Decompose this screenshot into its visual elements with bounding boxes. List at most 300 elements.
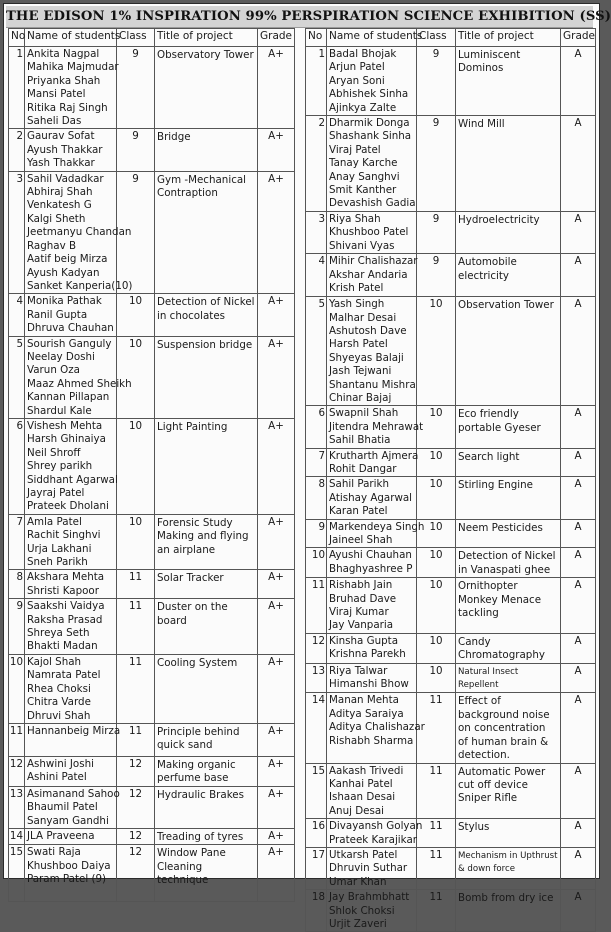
table-row (306, 890, 596, 932)
project-title: Hydraulic Brakes (155, 786, 258, 828)
student-name: Kajol Shah (27, 655, 82, 668)
class-value: 11 (417, 847, 456, 889)
row-number: 10 (306, 548, 327, 578)
grade-value: A (561, 578, 596, 634)
student-name: Mahika Majmudar (27, 61, 119, 74)
student-name: Asimanand Sahoo (27, 787, 120, 800)
class-value: 10 (117, 514, 155, 570)
student-name: Smit Kanther (329, 184, 397, 197)
grade-value: A+ (258, 336, 295, 418)
class-value: 12 (117, 828, 155, 844)
class-value: 9 (117, 129, 155, 171)
student-name: Ashini Patel (27, 771, 87, 784)
student-name: Yash Thakkar (27, 157, 95, 170)
student-name: Ritika Raj Singh (27, 101, 108, 114)
student-name: Harsh Ghinaiya (27, 433, 106, 446)
header-names: Name of students (25, 29, 117, 47)
table-row (306, 519, 596, 548)
student-name: Amla Patel (27, 515, 82, 528)
project-title: Gym -Mechanical Contraption (155, 171, 258, 294)
row-number: 8 (9, 570, 25, 599)
class-value: 10 (417, 548, 456, 578)
table-row (306, 448, 596, 477)
grade-value: A+ (258, 570, 295, 599)
student-names (327, 211, 417, 253)
student-name: Yash Singh (329, 298, 385, 311)
student-name: Namrata Patel (27, 669, 101, 682)
right-results-table (305, 28, 596, 932)
project-title: Observation Tower (456, 297, 561, 406)
student-names (25, 47, 117, 129)
table-row (9, 514, 295, 570)
student-name: Prateek Dholani (27, 500, 109, 513)
student-name: Mihir Chalishazar (329, 255, 418, 268)
project-title: Forensic Study Making and flying an airplane (155, 514, 258, 570)
row-number: 9 (9, 599, 25, 655)
row-number: 15 (306, 763, 327, 819)
student-name: Ayushi Chauhan (329, 549, 412, 562)
row-number: 16 (306, 819, 327, 848)
student-names (25, 756, 117, 786)
student-name: Neelay Doshi (27, 350, 95, 363)
student-name: Aakash Trivedi (329, 764, 404, 777)
grade-value: A+ (258, 599, 295, 655)
table-row (306, 663, 596, 693)
header-grade: Grade (561, 29, 596, 47)
table-row (306, 477, 596, 519)
row-number: 12 (9, 756, 25, 786)
student-name: Jaineel Shah (329, 534, 393, 546)
student-name: Badal Bhojak (329, 48, 397, 60)
student-name: Dharmik Donga (329, 117, 410, 130)
student-names (327, 116, 417, 212)
table-row (9, 47, 295, 129)
student-name: Ashutosh Dave (329, 324, 407, 337)
student-name: Riya Talwar (329, 664, 388, 677)
student-name: Shristi Kapoor (27, 584, 99, 597)
project-title: Luminiscent Dominos (456, 47, 561, 116)
student-names (327, 847, 417, 889)
student-name: Khushboo Patel (329, 226, 409, 239)
row-number: 15 (9, 845, 25, 902)
student-name: Ashwini Joshi (27, 757, 94, 770)
table-row (306, 211, 596, 253)
student-name: Akshara Mehta (27, 571, 105, 584)
class-value: 12 (117, 756, 155, 786)
class-value: 10 (117, 336, 155, 418)
student-name: Aryan Soni (329, 74, 385, 87)
student-name: Neil Shroff (27, 446, 81, 459)
table-row (306, 633, 596, 663)
student-name: Shardul Kale (27, 404, 92, 417)
row-number: 1 (306, 47, 327, 116)
header-grade: Grade (258, 29, 295, 47)
header-project: Title of project (155, 29, 258, 47)
row-number: 4 (9, 294, 25, 336)
class-value: 10 (117, 294, 155, 336)
row-number: 6 (306, 406, 327, 448)
row-number: 3 (306, 211, 327, 253)
student-names (327, 477, 417, 519)
class-value: 12 (117, 845, 155, 902)
student-name: Divayansh Golyan (329, 820, 423, 833)
table-row (9, 654, 295, 723)
student-name: Sahil Vadadkar (27, 172, 104, 185)
header-names: Name of students (327, 29, 417, 47)
student-names (327, 47, 417, 116)
student-names (25, 514, 117, 570)
grade-value: A (561, 548, 596, 578)
student-name: Kalgi Sheth (27, 212, 86, 225)
student-name: Varun Oza (27, 364, 80, 377)
project-title: Stirling Engine (456, 477, 561, 519)
table-row (9, 786, 295, 828)
student-name: Krishna Parekh (329, 648, 406, 661)
student-name: Utkarsh Patel (329, 848, 398, 861)
grade-value: A+ (258, 418, 295, 514)
row-number: 2 (9, 129, 25, 171)
student-name: Bhaghyashree P (329, 562, 413, 575)
grade-value: A (561, 847, 596, 889)
student-name: Kanhai Patel (329, 777, 393, 790)
student-name: Venkatesh G (27, 199, 92, 212)
table-row (9, 599, 295, 655)
grade-value: A (561, 890, 596, 932)
student-name: Dhruvin Suthar (329, 862, 408, 875)
student-name: Akshar Andaria (329, 268, 408, 281)
class-value: 10 (417, 519, 456, 548)
project-title: Duster on the board (155, 599, 258, 655)
project-title: Natural Insect Repellent (456, 663, 561, 693)
row-number: 6 (9, 418, 25, 514)
student-name: Chitra Varde (27, 696, 91, 709)
student-name: Ranil Gupta (27, 308, 88, 321)
row-number: 17 (306, 847, 327, 889)
table-row (9, 129, 295, 171)
table-header-row (306, 29, 596, 47)
student-names (327, 663, 417, 693)
grade-value: A+ (258, 129, 295, 171)
student-names (327, 254, 417, 297)
student-name: Krish Patel (329, 281, 384, 294)
table-row (9, 336, 295, 418)
project-title: Detection of Nickel in Vanaspati ghee (456, 548, 561, 578)
class-value: 11 (417, 763, 456, 819)
table-row (306, 548, 596, 578)
table-row (306, 578, 596, 634)
page-title: THE EDISON 1% INSPIRATION 99% PERSPIRATION SCIENCE EXHIBITION (SS) (6, 6, 593, 28)
student-name: Himanshi Bhow (329, 678, 409, 691)
student-name: Siddhant Agarwal (27, 473, 118, 486)
student-names (25, 418, 117, 514)
student-name: Monika Pathak (27, 295, 102, 308)
student-names (327, 890, 417, 932)
student-name: Khushboo Daiya (27, 859, 111, 872)
student-name: Saheli Das (27, 115, 82, 128)
student-name: Jash Tejwani (329, 365, 392, 378)
table-row (9, 294, 295, 336)
grade-value: A (561, 663, 596, 693)
row-number: 7 (9, 514, 25, 570)
class-value: 11 (117, 654, 155, 723)
student-name: Tanay Karche (329, 157, 398, 170)
table-row (306, 406, 596, 448)
project-title: Bridge (155, 129, 258, 171)
grade-value: A+ (258, 514, 295, 570)
student-name: Priyanka Shah (27, 74, 101, 87)
project-title: Automobile electricity (456, 254, 561, 297)
student-names (25, 570, 117, 599)
student-name: Ishaan Desai (329, 791, 396, 804)
student-name: Jay Vanparia (329, 619, 394, 632)
row-number: 4 (306, 254, 327, 297)
class-value: 9 (417, 211, 456, 253)
table-row (306, 763, 596, 819)
grade-value: A+ (258, 845, 295, 902)
student-name: Rishabh Jain (329, 579, 393, 592)
class-value: 10 (417, 297, 456, 406)
row-number: 18 (306, 890, 327, 932)
student-name: Viraj Kumar (329, 606, 389, 619)
student-name: Krutharth Ajmera (329, 449, 419, 462)
student-names (327, 578, 417, 634)
student-name: Prateek Karajikar (329, 833, 417, 846)
student-name: Kinsha Gupta (329, 634, 399, 647)
student-name: Manan Mehta (329, 694, 399, 707)
student-names (25, 294, 117, 336)
student-names (25, 828, 117, 844)
student-name: Rachit Singhvi (27, 529, 101, 542)
student-name: Shivani Vyas (329, 239, 395, 252)
grade-value: A (561, 477, 596, 519)
student-name: Ayush Thakkar (27, 143, 103, 156)
student-name: Karan Patel (329, 505, 388, 518)
table-row (9, 756, 295, 786)
student-names (327, 693, 425, 763)
student-name: Hannanbeig Mirza (27, 724, 121, 737)
student-name: Anuj Desai (329, 804, 385, 817)
student-name: Jeetmanyu Chandan (27, 226, 132, 239)
student-name: Raksha Prasad (27, 613, 103, 626)
student-name: Saakshi Vaidya (27, 600, 105, 613)
grade-value: A+ (258, 294, 295, 336)
table-row (9, 570, 295, 599)
project-title: Effect of background noise on concentration of human brain & detection. (456, 693, 561, 763)
student-name: Sahil Parikh (329, 478, 390, 491)
student-names (327, 519, 425, 548)
grade-value: A (561, 297, 596, 406)
row-number: 1 (9, 47, 25, 129)
student-name: Jay Brahmbhatt (329, 891, 410, 904)
table-row (306, 47, 596, 116)
student-name: Sneh Parikh (27, 556, 88, 569)
row-number: 8 (306, 477, 327, 519)
student-name: Aatif beig Mirza (27, 253, 108, 266)
grade-value: A (561, 448, 596, 477)
row-number: 11 (9, 723, 25, 756)
class-value: 11 (117, 570, 155, 599)
student-names (327, 448, 417, 477)
student-name: Sanket Kanperia(10) (27, 279, 133, 292)
student-name: Dhruvi Shah (27, 709, 91, 722)
student-names (25, 336, 132, 418)
student-names (25, 654, 117, 723)
class-value: 10 (417, 406, 456, 448)
project-title: Solar Tracker (155, 570, 258, 599)
class-value: 11 (117, 599, 155, 655)
student-names (25, 599, 117, 655)
student-name: Mansi Patel (27, 88, 86, 101)
grade-value: A+ (258, 723, 295, 756)
class-value: 9 (417, 47, 456, 116)
row-number: 7 (306, 448, 327, 477)
student-name: Maaz Ahmed Sheikh (27, 377, 132, 390)
student-names (327, 633, 417, 663)
student-name: Devashish Gadia (329, 197, 416, 210)
table-row (306, 297, 596, 406)
project-title: Suspension bridge (155, 336, 258, 418)
student-name: Arjun Patel (329, 61, 385, 74)
student-name: Raghav B (27, 239, 77, 252)
grade-value: A+ (258, 654, 295, 723)
student-name: Rohit Dangar (329, 462, 397, 475)
class-value: 10 (417, 663, 456, 693)
grade-value: A+ (258, 828, 295, 844)
table-row (9, 171, 295, 294)
student-name: Bhakti Madan (27, 640, 98, 653)
table-row (9, 828, 295, 844)
student-name: Rhea Choksi (27, 682, 91, 695)
project-title: Candy Chromatography (456, 633, 561, 663)
table-row (9, 845, 295, 902)
grade-value: A (561, 763, 596, 819)
student-name: Dhruva Chauhan (27, 322, 114, 335)
student-name: Shyeyas Balaji (329, 351, 404, 364)
grade-value: A (561, 116, 596, 212)
student-name: Shreya Seth (27, 627, 90, 640)
class-value: 9 (417, 116, 456, 212)
class-value: 11 (417, 890, 456, 932)
row-number: 14 (306, 693, 327, 763)
student-name: Anay Sanghvi (329, 170, 400, 183)
student-name: Bhaumil Patel (27, 801, 98, 814)
table-row (9, 723, 295, 756)
header-class: Class (117, 29, 155, 47)
project-title: Bomb from dry ice (456, 890, 561, 932)
student-name: Shantanu Mishra (329, 378, 416, 391)
project-title: Ornithopter Monkey Menace tackling (456, 578, 561, 634)
table-row (9, 418, 295, 514)
left-results-table (8, 28, 295, 902)
project-title: Eco friendly portable Gyeser (456, 406, 561, 448)
project-title: Light Painting (155, 418, 258, 514)
student-names (25, 129, 117, 171)
student-name: Malhar Desai (329, 311, 397, 324)
grade-value: A (561, 211, 596, 253)
grade-value: A (561, 519, 596, 548)
student-name: Abhishek Sinha (329, 88, 409, 101)
row-number: 12 (306, 633, 327, 663)
student-name: Harsh Patel (329, 338, 388, 351)
grade-value: A+ (258, 756, 295, 786)
grade-value: A+ (258, 47, 295, 129)
table-row (306, 693, 596, 763)
table-row (306, 254, 596, 297)
student-name: Swati Raja (27, 846, 81, 859)
row-number: 13 (9, 786, 25, 828)
project-title: Search light (456, 448, 561, 477)
student-name: Ankita Nagpal (27, 48, 100, 60)
header-class: Class (417, 29, 456, 47)
row-number: 10 (9, 654, 25, 723)
student-name: Atishay Agarwal (329, 491, 413, 504)
class-value: 9 (117, 171, 155, 294)
student-name: Markendeya Singh (329, 520, 425, 533)
project-title: Window Pane Cleaning technique (155, 845, 258, 902)
project-title: Principle behind quick sand (155, 723, 258, 756)
student-name: Ajinkya Zalte (329, 101, 397, 114)
table-row (306, 847, 596, 889)
project-title: Neem Pesticides (456, 519, 561, 548)
class-value: 9 (117, 47, 155, 129)
student-name: Gaurav Sofat (27, 130, 95, 143)
row-number: 5 (306, 297, 327, 406)
student-name: Swapnil Shah (329, 407, 399, 420)
row-number: 9 (306, 519, 327, 548)
header-no: No (306, 29, 327, 47)
student-names (25, 845, 117, 902)
student-names (327, 297, 417, 406)
student-name: Aditya Chalishazar (329, 721, 425, 734)
project-title: Observatory Tower (155, 47, 258, 129)
project-title: Detection of Nickel in chocolates (155, 294, 258, 336)
student-name: JLA Praveena (27, 829, 95, 842)
row-number: 5 (9, 336, 25, 418)
student-name: Sahil Bhatia (329, 434, 391, 447)
student-name: Vishesh Mehta (27, 419, 103, 432)
student-names (327, 548, 417, 578)
row-number: 2 (306, 116, 327, 212)
header-no: No (9, 29, 25, 47)
table-row (306, 819, 596, 848)
student-name: Ayush Kadyan (27, 266, 100, 279)
student-name: Jayraj Patel (27, 487, 85, 499)
grade-value: A+ (258, 171, 295, 294)
project-title: Making organic perfume base (155, 756, 258, 786)
student-name: Param Patel (9) (27, 873, 107, 886)
student-name: Urjit Zaveri (329, 917, 387, 930)
student-names (327, 763, 417, 819)
class-value: 10 (117, 418, 155, 514)
row-number: 14 (9, 828, 25, 844)
row-number: 13 (306, 663, 327, 693)
row-number: 3 (9, 171, 25, 294)
project-title: Mechanism in Upthrust & down force (456, 847, 561, 889)
student-names (327, 406, 424, 448)
student-names (25, 786, 120, 828)
student-names (25, 171, 133, 294)
grade-value: A (561, 693, 596, 763)
class-value: 11 (117, 723, 155, 756)
student-name: Shlok Choksi (329, 904, 395, 917)
student-name: Rishabh Sharma (329, 734, 414, 747)
header-project: Title of project (456, 29, 561, 47)
project-title: Automatic Power cut off device Sniper Rifle (456, 763, 561, 819)
student-names (25, 723, 121, 756)
class-value: 10 (417, 477, 456, 519)
grade-value: A (561, 47, 596, 116)
class-value: 9 (417, 254, 456, 297)
